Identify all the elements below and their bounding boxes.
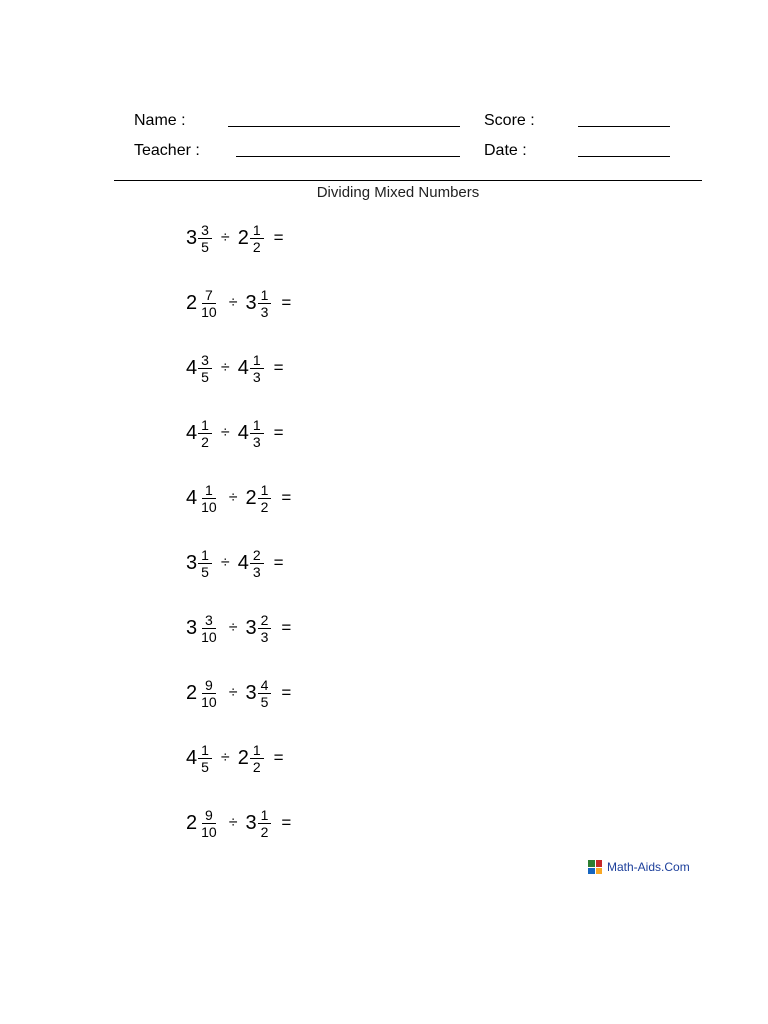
denominator: 5 [201,563,209,580]
score-label: Score : [484,112,535,129]
denominator: 5 [260,693,269,710]
problem-expression [186,278,291,328]
numerator: 1 [250,742,264,759]
denominator: 3 [252,563,261,580]
date-blank[interactable] [578,156,670,157]
logo-square [596,860,603,867]
numerator: 2 [250,547,264,564]
fraction [258,612,272,645]
problem-expression [186,603,291,653]
math-aids-logo-icon [588,860,602,874]
denominator: 3 [260,628,269,645]
whole-number: 3 [245,682,257,704]
numerator: 1 [202,482,216,499]
numerator: 2 [258,612,272,629]
whole-number: 2 [245,487,257,509]
fraction [250,742,264,775]
header-divider [114,180,702,181]
divide-operator: ÷ [220,359,230,376]
equals-sign: = [273,553,284,572]
problem-expression [186,538,284,588]
denominator: 5 [201,758,209,775]
whole-number: 4 [237,552,249,574]
fraction [258,482,272,515]
whole-number: 2 [186,812,198,834]
problem-expression [186,343,284,393]
denominator: 10 [201,823,217,840]
fraction [250,547,264,580]
denominator: 10 [201,628,217,645]
fraction [198,807,220,840]
problem-8 [0,668,400,718]
fraction [198,742,212,775]
equals-sign: = [273,423,284,442]
problem-expression [186,213,284,263]
fraction [250,417,264,450]
divide-operator: ÷ [228,489,238,506]
equals-sign: = [273,748,284,767]
fraction [198,482,220,515]
logo-square [588,868,595,875]
numerator: 7 [202,287,216,304]
score-blank[interactable] [578,126,670,127]
name-blank[interactable] [228,126,460,127]
divide-operator: ÷ [220,554,230,571]
footer-brand-text: Math-Aids.Com [607,860,690,874]
whole-number: 2 [237,747,249,769]
problem-6 [0,538,400,588]
numerator: 1 [250,417,264,434]
denominator: 3 [252,368,261,385]
denominator: 10 [201,693,217,710]
divide-operator: ÷ [220,424,230,441]
divide-operator: ÷ [228,814,238,831]
whole-number: 4 [186,747,198,769]
teacher-label: Teacher : [134,142,200,159]
denominator: 2 [252,238,261,255]
problem-expression [186,408,284,458]
numerator: 9 [202,807,216,824]
fraction [198,677,220,710]
problem-expression [186,798,291,848]
problem-5 [0,473,400,523]
denominator: 10 [201,303,217,320]
worksheet-title: Dividing Mixed Numbers [316,184,480,201]
divide-operator: ÷ [228,619,238,636]
numerator: 1 [258,807,272,824]
fraction [250,222,264,255]
denominator: 2 [252,758,261,775]
whole-number: 4 [186,422,198,444]
denominator: 5 [201,368,209,385]
fraction [198,547,212,580]
numerator: 3 [198,222,212,239]
problem-9 [0,733,400,783]
numerator: 9 [202,677,216,694]
problem-1 [0,213,400,263]
fraction [198,287,220,320]
divide-operator: ÷ [220,749,230,766]
problem-expression [186,733,284,783]
problem-expression [186,473,291,523]
numerator: 1 [198,742,212,759]
name-label: Name : [134,112,186,129]
equals-sign: = [281,618,292,637]
whole-number: 3 [245,812,257,834]
divide-operator: ÷ [220,229,230,246]
numerator: 1 [198,547,212,564]
denominator: 2 [260,823,269,840]
whole-number: 3 [245,617,257,639]
logo-square [596,868,603,875]
whole-number: 2 [186,682,198,704]
equals-sign: = [281,813,292,832]
equals-sign: = [273,358,284,377]
numerator: 1 [250,352,264,369]
problem-10 [0,798,400,848]
numerator: 1 [258,482,272,499]
divide-operator: ÷ [228,684,238,701]
footer-brand [588,860,690,874]
whole-number: 2 [237,227,249,249]
problem-3 [0,343,400,393]
whole-number: 4 [186,357,198,379]
equals-sign: = [281,683,292,702]
logo-square [588,860,595,867]
denominator: 2 [201,433,209,450]
whole-number: 3 [186,552,198,574]
denominator: 3 [260,303,269,320]
numerator: 3 [202,612,216,629]
fraction [258,677,272,710]
date-label: Date : [484,142,527,159]
problem-expression [186,668,291,718]
numerator: 1 [250,222,264,239]
equals-sign: = [281,488,292,507]
numerator: 3 [198,352,212,369]
whole-number: 2 [186,292,198,314]
fraction [250,352,264,385]
denominator: 2 [260,498,269,515]
problem-7 [0,603,400,653]
equals-sign: = [273,228,284,247]
whole-number: 3 [245,292,257,314]
numerator: 1 [258,287,272,304]
whole-number: 3 [186,227,198,249]
divide-operator: ÷ [228,294,238,311]
denominator: 10 [201,498,217,515]
whole-number: 4 [237,357,249,379]
numerator: 4 [258,677,272,694]
problem-4 [0,408,400,458]
fraction [258,287,272,320]
teacher-blank[interactable] [236,156,460,157]
fraction [198,612,220,645]
fraction [198,417,212,450]
equals-sign: = [281,293,292,312]
whole-number: 4 [186,487,198,509]
fraction [258,807,272,840]
numerator: 1 [198,417,212,434]
denominator: 3 [252,433,261,450]
fraction [198,352,212,385]
whole-number: 4 [237,422,249,444]
fraction [198,222,212,255]
whole-number: 3 [186,617,198,639]
problem-2 [0,278,400,328]
denominator: 5 [201,238,209,255]
